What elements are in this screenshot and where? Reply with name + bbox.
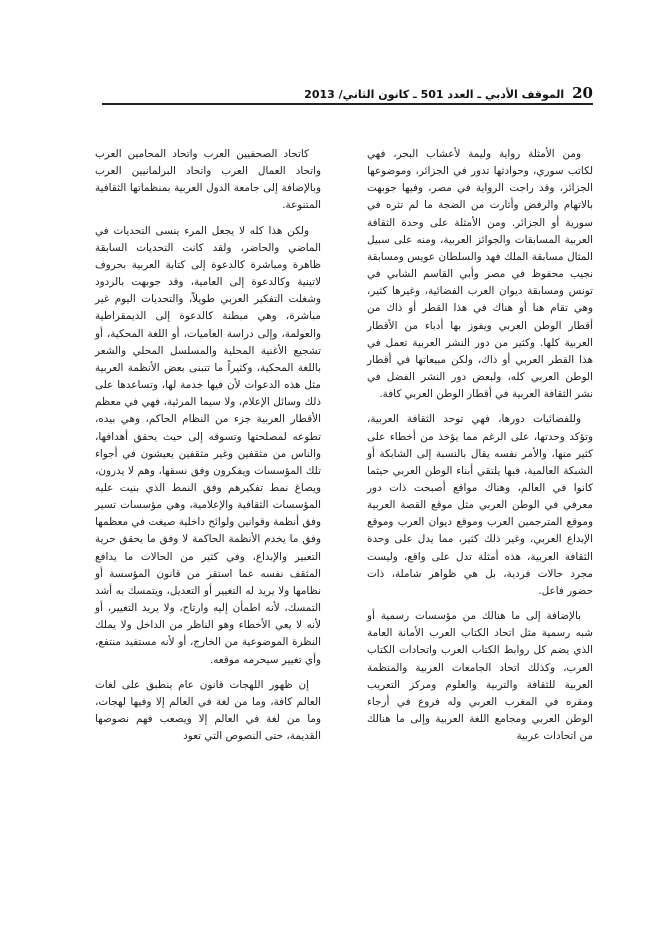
text-column-left: [95, 146, 321, 745]
paragraph: ولكن هذا كله لا يجعل المرء ينسى التحديات في الماضي والحاضر، ولقد كانت التحديات السابقة ظاهرة ومباشرة كالدعوة إلى كتابة العربية بحروف لاتينية وكالدعوة إلى العامية، وقد جوبهت بالردود وشغلت التفكير العربي طويلاً، والتحديات اليوم غير مباشرة، وهي مبطنة كالدعوة إلى الديمقراطية والعولمة، وإلى دراسة العاميات، أو اللغة المحكية، أو تشجيع الأغنية المحلية والمسلسل المحلي والشعر باللغة المحكية، وكثيراً ما تتبنى بعض الأنظمة العربية مثل هذه الدعوات لأن فيها خدمة لها، وتساعدها على ذلك وسائل الإعلام، ولا سيما المرئية، فهي في معظم الأقطار العربية جزء من النظام الحاكم، وهي بيده، تطوعه لمصلحتها وتسوقه إلى حيث يحقق أهدافها، والناس من مثقفين وغير مثقفين يعيشون في أجواء تلك المؤسسات ويفكرون وفق نسقها، وهم لا يدرون، ويصاغ نمط تفكيرهم وفق النمط الذي بنيت عليه المؤسسات الثقافية والإعلامية، وهي مؤسسات تسير وفق أنظمة وقوانين ولوائح داخلية صيغت في معظمها وفق ما يخدم الأنظمة الحاكمة لا وفق ما يحقق حرية التعبير والإبداع، وفي كثير من الحالات ما يدافع المثقف نفسه عما استقر من قانون المؤسسة أو نظامها ولا يريد له التغيير أو التعديل، ويتمسك به أشد التمسك، لأنه اطمأن إليه وارتاح، ولا يريد التغيير، أو لأنه لا يعي الأخطاء وهو الناظر من الداخل ولا يملك النظرة الموضوعية من الخارج، أو لأنه مستفيد منتفع، وأي تغيير سيحرمه موقعه.: [95, 224, 321, 666]
paragraph: إن ظهور اللهجات قانون عام ينطبق على لغات العالم كافة، وما من لغة في العالم إلا وفيها لهجات، وما من لغة في العالم إلا ويصعب فهم نصوصها القديمة، حتى النصوص التي تعود: [95, 678, 321, 743]
text-column-right: [367, 146, 593, 745]
paragraph: بالإضافة إلى ما هنالك من مؤسسات رسمية أو شبه رسمية مثل اتحاد الكتاب العرب الأمانة العامة الذي يضم كل روابط الكتاب العرب واتحادات الكتاب العرب، وكذلك اتحاد الجامعات العربية والمنظمة العربية للثقافة والتربية والعلوم ومركز التعريب ومقره في المغرب العربي وله فروع في أرجاء الوطن العربي ومجامع اللغة العربية وإلى ما هنالك من اتحادات عربية: [367, 610, 593, 743]
paragraph: كاتحاد الصحفيين العرب واتحاد المحامين العرب واتحاد العمال العرب واتحاد البرلمانيين العرب وبالإضافة إلى جامعة الدول العربية بمنظماتها الثقافية المتنوعة.: [95, 148, 321, 212]
page-number: 20: [572, 84, 593, 102]
paragraph: ومن الأمثلة رواية وليمة لأعشاب البحر، فهي لكاتب سوري، وحوادثها تدور في الجزائر، وموضوعها الجزائر، وقد راجت الرواية في مصر، وفيها جوبهت بالاتهام والرفض وأثارت من الضجة ما لم تثره في سورية أو الجزائر. ومن الأمثلة على وحدة الثقافة العربية المسابقات والجوائز العربية، ومنه على سبيل المثال مسابقة الملك فهد والسلطان عويس ومسابقة نجيب محفوظ في مصر وأبي القاسم الشابي في تونس ومسابقة ديوان العرب الفضائية، وغيرها كثير، وهي تقام هنا أو هناك في هذا القطر أو ذاك من أقطار الوطن العربي ويفوز بها أدباء من الأقطار العربية كلها. وكثير من دور النشر العربية تعمل في هذا القطر العربي أو ذاك، ولكن مبيعاتها في أقطار الوطن العربي كله، ولبعض دور النشر الفضل في نشر الثقافة العربية في أقطار الوطن العربي كافة.: [367, 148, 593, 401]
page-header: [102, 84, 593, 102]
header-rule: [102, 103, 593, 105]
running-head: الموقف الأدبي ـ العدد 501 ـ كانون الثاني/ 2013: [304, 88, 565, 101]
paragraph: وللفضائيات دورها، فهي توحد الثقافة العربية، وتؤكد وحدتها، على الرغم مما يؤخذ من أخطاء على كثير منها، والأمر نفسه يقال بالنسبة إلى الشابكة أو الشبكة العالمية، فبها يلتقي أبناء الوطن العربي حيثما كانوا في العالم، وهناك مواقع أصبحت ذات دور معرفي في الوطن العربي مثل موقع القصة العربية وموقع المترجمين العرب وموقع ديوان العرب وموقع الإبداع العربي، وغير ذلك كثير، مما يدل على وحدة الثقافة العربية، هذه أمثلة تدل على واقع، وليست مجرد حالات فردية، بل هي ظواهر شاملة، ذات حضور فاعل.: [367, 413, 593, 597]
